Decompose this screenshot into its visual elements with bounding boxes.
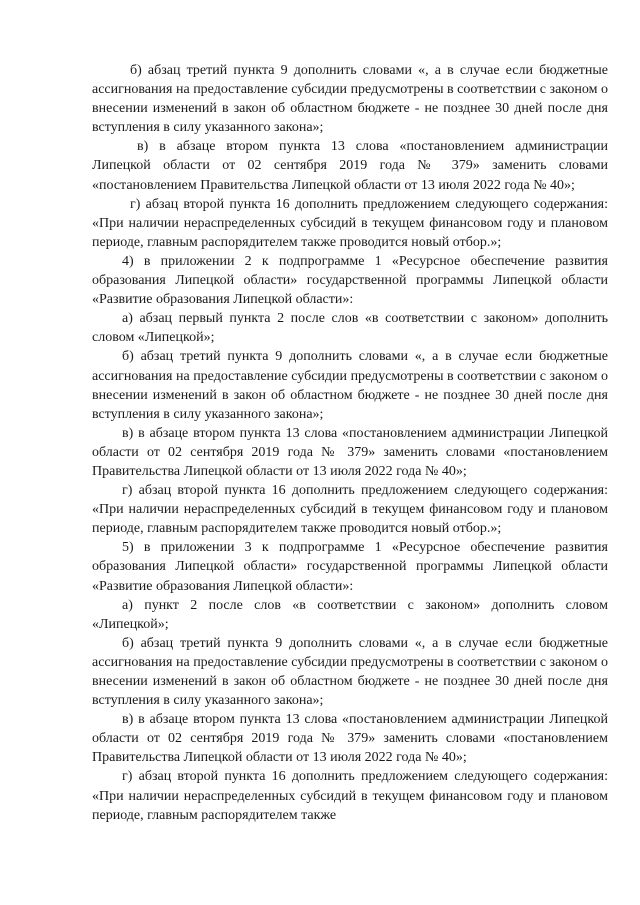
paragraph-item-5: 5) в приложении 3 к подпрограмме 1 «Ресурсное обеспечение развития образования Липецкой области» государственной программы Липецкой области «Развитие образования Липецкой области»: <box>92 540 608 594</box>
document-body <box>92 61 608 825</box>
paragraph-item-4: 4) в приложении 2 к подпрограмме 1 «Ресурсное обеспечение развития образования Липецкой области» государственной программы Липецкой области «Развитие образования Липецкой области»: <box>92 253 608 308</box>
paragraph-b-third: б) абзац третий пункта 9 дополнить словами «, а в случае если бюджетные ассигнования на предоставление субсидии предусмотрены в соответствии с законом о внесении изменений в закон об областном бюджете - не позднее 30 дней после дня вступления в силу указанного закона»; <box>92 635 608 709</box>
paragraph-g-first: г) абзац второй пункта 16 дополнить предложением следующего содержания: «При наличии нераспределенных субсидий в текущем финансовом году и плановом периоде, главным распорядителем также проводится новый отбор.»; <box>92 196 608 250</box>
paragraph-a-second: а) абзац первый пункта 2 после слов «в соответствии с законом» дополнить словом «Липецкой»; <box>92 311 608 346</box>
paragraph-v-third: в) в абзаце втором пункта 13 слова «постановлением администрации Липецкой области от 02 сентября 2019 года № 379» заменить словами «постановлением Правительства Липецкой области от 13 июля 2022 года № 40»; <box>92 712 608 766</box>
paragraph-a-third: а) пункт 2 после слов «в соответствии с законом» дополнить словом «Липецкой»; <box>92 597 608 632</box>
paragraph-g-third: г) абзац второй пункта 16 дополнить предложением следующего содержания: «При наличии нераспределенных субсидий в текущем финансовом году и плановом периоде, главным распорядителем также <box>92 769 608 823</box>
paragraph-b-first: б) абзац третий пункта 9 дополнить словами «, а в случае если бюджетные ассигнования на предоставление субсидии предусмотрены в соответствии с законом о внесении изменений в закон об областном бюджете - не позднее 30 дней после дня вступления в силу указанного закона»; <box>92 63 608 136</box>
paragraph-g-second: г) абзац второй пункта 16 дополнить предложением следующего содержания: «При наличии нераспределенных субсидий в текущем финансовом году и плановом периоде, главным распорядителем также проводится новый отбор.»; <box>92 483 608 537</box>
paragraph-b-second: б) абзац третий пункта 9 дополнить словами «, а в случае если бюджетные ассигнования на предоставление субсидии предусмотрены в соответствии с законом о внесении изменений в закон об областном бюджете - не позднее 30 дней после дня вступления в силу указанного закона»; <box>92 349 608 422</box>
paragraph-v-first: в) в абзаце втором пункта 13 слова «постановлением администрации Липецкой области от 02 сентября 2019 года № 379» заменить словами «постановлением Правительства Липецкой области от 13 июля 2022 года № 40»; <box>92 139 608 193</box>
paragraph-v-second: в) в абзаце втором пункта 13 слова «постановлением администрации Липецкой области от 02 сентября 2019 года № 379» заменить словами «постановлением Правительства Липецкой области от 13 июля 2022 года № 40»; <box>92 425 608 479</box>
